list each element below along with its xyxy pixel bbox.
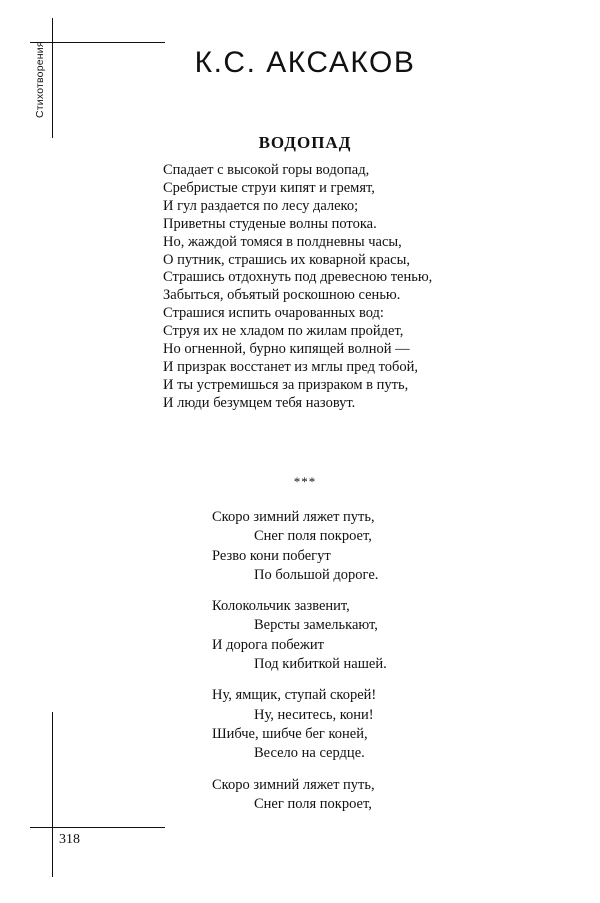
poem-line: По большой дороге.: [254, 566, 379, 583]
poem-line: Но, жаждой томяся в полдневны часы,: [163, 233, 402, 250]
poem-waterfall: [163, 162, 432, 413]
poem-line: Приветны студеные волны потока.: [163, 215, 377, 232]
poem-line: Весело на сердце.: [254, 745, 365, 762]
section-separator: ***: [293, 474, 317, 489]
poem-line: Под кибиткой нашей.: [254, 656, 387, 673]
poem-line: И гул раздается по лесу далеко;: [163, 197, 359, 214]
poem-line: Страшися испить очарованных вод:: [163, 305, 384, 322]
poem-line: Снег поля покроет,: [254, 528, 372, 545]
poem-line: И ты устремишься за призраком в путь,: [163, 376, 409, 393]
poem-line: Резво кони побегут: [212, 547, 331, 564]
page-number: 318: [59, 832, 80, 847]
stanza: [212, 776, 387, 815]
poem-line: Шибче, шибче бег коней,: [212, 725, 368, 742]
poem-line: Ну, неситесь, кони!: [254, 706, 374, 723]
poem-line: Колокольчик зазвенит,: [212, 598, 350, 615]
poem-line: Струя их не хладом по жилам пройдет,: [163, 323, 404, 340]
stanza: [212, 686, 387, 763]
author-name: К.С. АКСАКОВ: [194, 46, 416, 79]
poem-line: Скоро зимний ляжет путь,: [212, 776, 375, 793]
poem-line: Версты замелькают,: [254, 617, 378, 634]
poem-line: Скоро зимний ляжет путь,: [212, 509, 375, 525]
poem-line: О путник, страшись их коварной красы,: [163, 251, 410, 268]
running-title: Стихотворения: [34, 41, 46, 118]
poem-line: Ну, ямщик, ступай скорей!: [212, 687, 377, 704]
poem-title: ВОДОПАД: [258, 133, 352, 152]
poem-line: Страшись отдохнуть под древесною тенью,: [163, 269, 433, 286]
poem-line: Но огненной, бурно кипящей волной —: [163, 341, 410, 358]
poem-winter-road: [212, 508, 387, 826]
poem-line: Сребристые струи кипят и гремят,: [163, 179, 375, 196]
poem-line: И призрак восстанет из мглы пред тобой,: [163, 358, 419, 375]
margin-rule-horizontal-top: [30, 42, 165, 43]
poem-line: Спадает с высокой горы водопад,: [163, 162, 370, 178]
poem-line: Снег поля покроет,: [254, 795, 372, 812]
margin-rule-horizontal-bottom: [30, 827, 165, 828]
poem-line: И дорога побежит: [212, 636, 324, 653]
stanza: [212, 508, 387, 585]
poem-line: И люди безумцем тебя назовут.: [163, 394, 356, 411]
stanza: [212, 597, 387, 674]
margin-rule-vertical-bottom: [52, 712, 53, 877]
poem-line: Забыться, объятый роскошною сенью.: [163, 287, 401, 304]
